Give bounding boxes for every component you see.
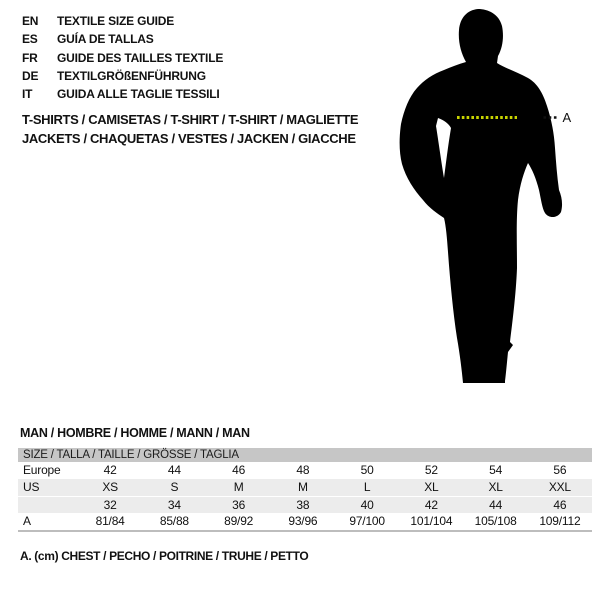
language-code: FR	[22, 50, 38, 65]
language-title: GUÍA DE TALLAS	[57, 32, 154, 47]
man-silhouette-figure	[395, 0, 575, 390]
language-row-en	[22, 12, 223, 30]
language-code: IT	[22, 87, 33, 102]
size-table	[18, 448, 592, 532]
section-title-man: MAN / HOMBRE / HOMME / MANN / MAN	[20, 426, 250, 440]
table-cell: 97/100	[349, 514, 385, 528]
table-cell: 101/104	[410, 514, 453, 528]
table-cell: XL	[424, 480, 439, 494]
language-title: TEXTILE SIZE GUIDE	[57, 14, 175, 28]
table-cell: 36	[232, 498, 246, 512]
row-label: US	[23, 480, 40, 494]
table-cell: XXL	[548, 480, 571, 494]
language-code: DE	[22, 68, 39, 83]
table-cell: XS	[102, 480, 118, 494]
table-cell: 42	[103, 463, 117, 477]
language-row-fr	[22, 49, 223, 67]
table-cell: 105/108	[474, 514, 517, 528]
table-cell: 54	[489, 463, 503, 477]
table-cell: M	[297, 480, 308, 494]
row-label	[18, 497, 78, 513]
measure-label-a: A	[562, 110, 572, 125]
table-cell: 52	[424, 463, 438, 477]
table-row-europe	[18, 462, 592, 479]
garment-categories	[22, 110, 358, 148]
language-title: GUIDE DES TAILLES TEXTILE	[57, 50, 224, 65]
language-code: EN	[22, 14, 39, 28]
language-row-es	[22, 30, 223, 48]
size-table-header: SIZE / TALLA / TAILLE / GRÖSSE / TAGLIA	[18, 448, 592, 462]
table-cell: 109/112	[539, 514, 581, 528]
table-cell: XL	[488, 480, 503, 494]
table-row-chest-a	[18, 513, 592, 530]
table-cell: 85/88	[159, 514, 189, 528]
table-cell: S	[170, 480, 179, 494]
table-cell: 42	[424, 498, 438, 512]
language-title: GUIDA ALLE TAGLIE TESSILI	[57, 87, 220, 102]
table-cell: L	[363, 480, 371, 494]
table-row-us	[18, 479, 592, 496]
category-line-tshirts: T-SHIRTS / CAMISETAS / T-SHIRT / T-SHIRT / MAGLIETTE	[22, 112, 359, 127]
table-cell: 46	[553, 498, 567, 512]
table-cell: 50	[360, 463, 374, 477]
body-silhouette-shape	[400, 9, 562, 383]
table-cell: 38	[296, 498, 310, 512]
table-cell: 89/92	[224, 514, 254, 528]
table-cell: 44	[167, 463, 181, 477]
table-cell: 81/84	[95, 514, 125, 528]
language-code: ES	[22, 32, 38, 47]
table-cell: 34	[167, 498, 181, 512]
table-cell: 44	[489, 498, 503, 512]
table-cell: 56	[553, 463, 567, 477]
row-label: Europe	[23, 463, 61, 477]
category-line-jackets: JACKETS / CHAQUETAS / VESTES / JACKEN / GIACCHE	[22, 131, 356, 146]
table-cell: 93/96	[288, 514, 318, 528]
language-row-de	[22, 67, 223, 85]
man-silhouette	[395, 0, 575, 390]
table-cell: 48	[296, 463, 310, 477]
row-label: A	[23, 514, 31, 528]
language-row-it	[22, 85, 223, 103]
table-cell: 40	[360, 498, 374, 512]
chest-footnote: A. (cm) CHEST / PECHO / POITRINE / TRUHE / PETTO	[20, 549, 309, 563]
table-cell: 46	[232, 463, 246, 477]
table-row-us-numeric	[18, 496, 592, 513]
table-cell: M	[233, 480, 244, 494]
language-title: TEXTILGRÖßENFÜHRUNG	[57, 68, 206, 83]
table-cell: 32	[103, 498, 117, 512]
language-title-list	[22, 12, 223, 103]
